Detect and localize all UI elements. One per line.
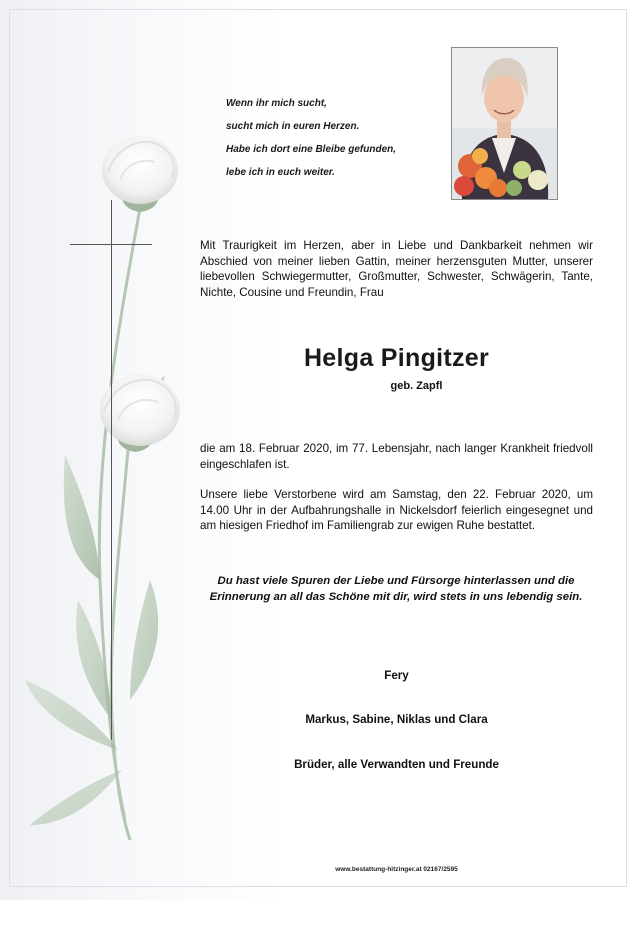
cross-horizontal-line (70, 244, 152, 245)
cross-vertical-line (111, 200, 112, 740)
intro-text: Mit Traurigkeit im Herzen, aber in Liebe und Dankbarkeit nehmen wir Abschied von meiner lieben Gattin, meiner herzensguten Mutter, unserer liebevollen Schwiegermutter, Großmutter, Schwester, Schwägerin, Tante, Nichte, Cousine und Freundin, Frau (200, 239, 593, 299)
poem-line: Habe ich dort eine Bleibe gefunden, (226, 144, 397, 155)
white-roses-illustration (0, 120, 200, 940)
deceased-name: Helga Pingitzer (303, 344, 490, 372)
maiden-name-row (200, 380, 593, 392)
funeral-home-footer: www.bestattung-hitzinger.at 02167/2595 (335, 866, 458, 873)
maiden-name: geb. Zapfl (390, 380, 443, 392)
poem-line: lebe ich in euch weiter. (226, 167, 335, 178)
memorial-poem (226, 92, 436, 184)
mourner-line: Fery (384, 669, 409, 682)
portrait-photo (451, 47, 558, 200)
mourner-line: Markus, Sabine, Niklas und Clara (305, 713, 488, 726)
poem-line: Wenn ihr mich sucht, (226, 98, 327, 109)
funeral-notice: Unsere liebe Verstorbene wird am Samstag, den 22. Februar 2020, um 14.00 Uhr in der Aufbahrungshalle in Nickelsdorf feierlich eingesegnet und am hiesigen Friedhof im Familiengrab zur ewigen Ruhe bestattet. (200, 488, 593, 532)
poem-line: sucht mich in euren Herzen. (226, 121, 360, 132)
memorial-quote: Du hast viele Spuren der Liebe und Fürsorge hinterlassen und die Erinnerung an all das Schöne mit dir, wird stets in uns lebendig sein. (209, 575, 583, 603)
mourner-line: Brüder, alle Verwandten und Freunde (294, 758, 499, 771)
death-notice: die am 18. Februar 2020, im 77. Lebensjahr, nach langer Krankheit friedvoll eingeschlafen ist. (200, 442, 593, 471)
